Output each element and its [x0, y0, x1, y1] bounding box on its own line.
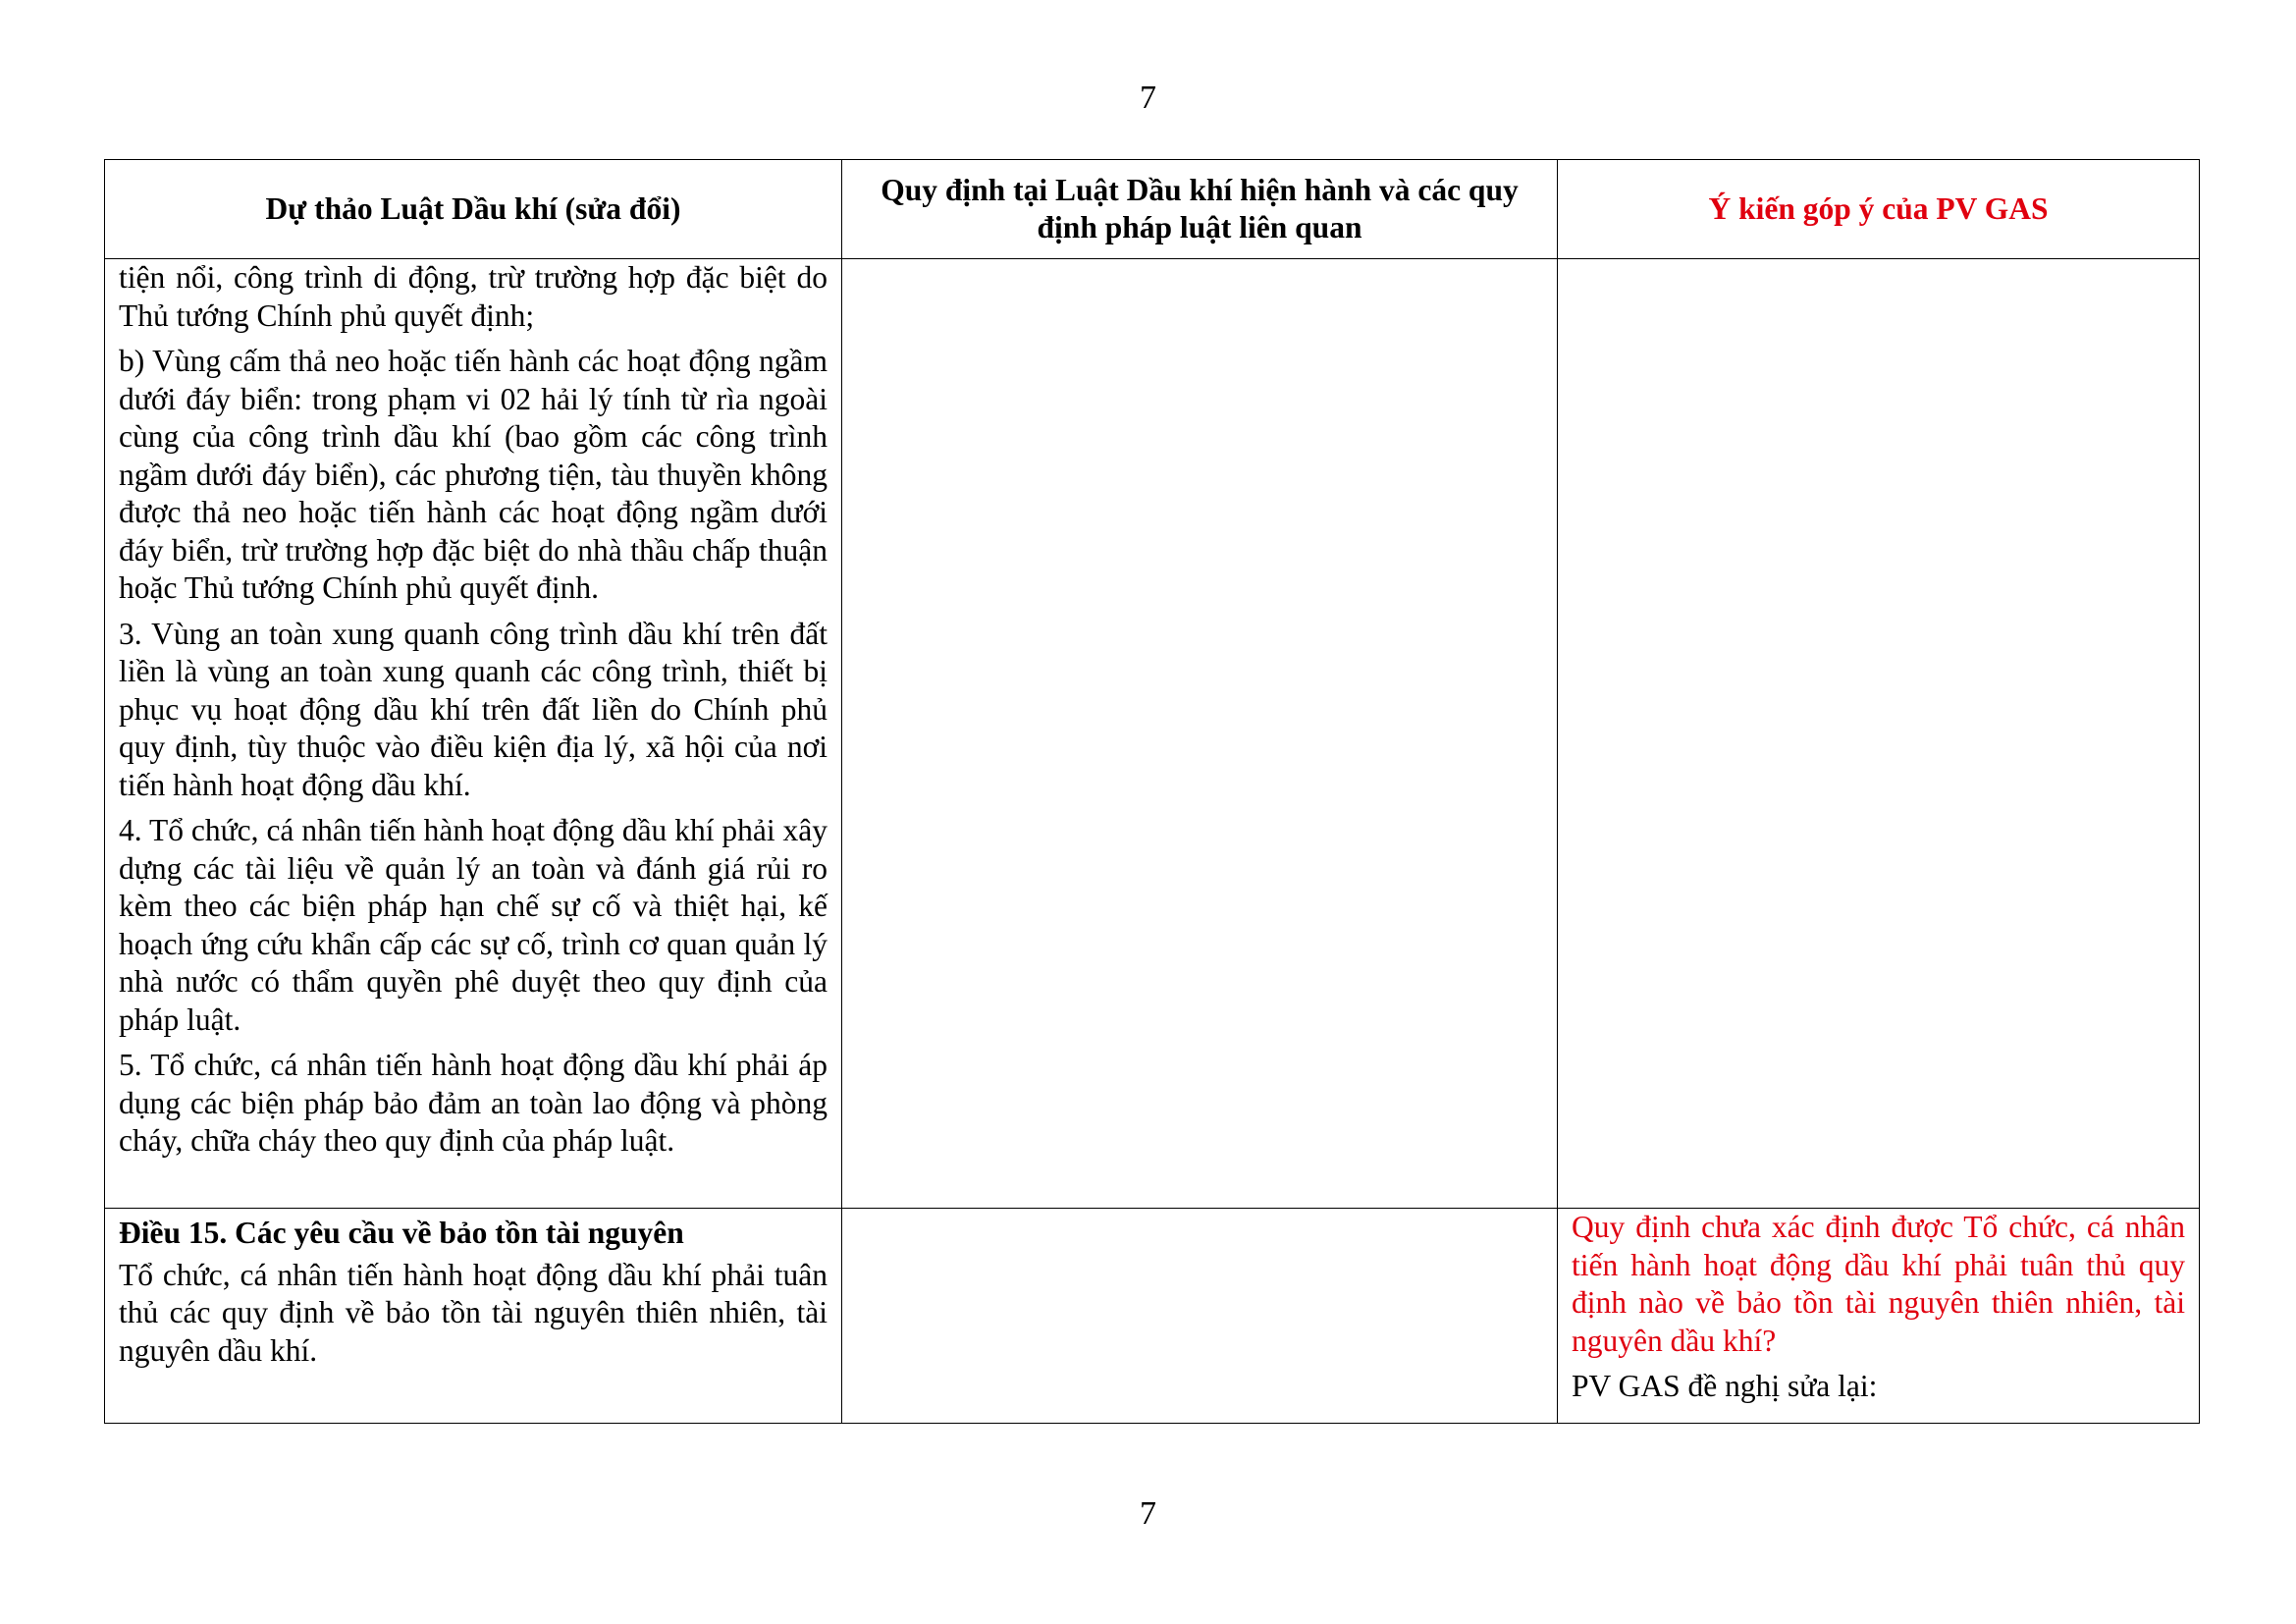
row2-current-cell [842, 1209, 1558, 1424]
comment-proposal: PV GAS đề nghị sửa lại: [1572, 1369, 1878, 1403]
header-current-law: Quy định tại Luật Dầu khí hiện hành và các quy định pháp luật liên quan [842, 160, 1558, 259]
page-number-bottom: 7 [1140, 1495, 1156, 1532]
row1-current-cell [842, 259, 1558, 1209]
table-row [105, 259, 2200, 1209]
header-draft-law: Dự thảo Luật Dầu khí (sửa đổi) [105, 160, 842, 259]
comment-question: Quy định chưa xác định được Tổ chức, cá nhân tiến hành hoạt động dầu khí phải tuân thủ quy định nào về bảo tồn tài nguyên thiên nhiên, tài nguyên dầu khí? [1572, 1210, 2185, 1358]
article-15-text: Tổ chức, cá nhân tiến hành hoạt động dầu khí phải tuân thủ các quy định về bảo tồn tài nguyên thiên nhiên, tài nguyên dầu khí. [119, 1257, 828, 1368]
draft-paragraph: tiện nổi, công trình di động, trừ trường hợp đặc biệt do Thủ tướng Chính phủ quyết định; [119, 260, 828, 333]
draft-paragraph: b) Vùng cấm thả neo hoặc tiến hành các hoạt động ngầm dưới đáy biển: trong phạm vi 02 hải lý tính từ rìa ngoài cùng của công trình dầu khí (bao gồm các công trình ngầm dưới đáy biển), các phương tiện, tàu thuyền không được thả neo hoặc tiến hành các hoạt động ngầm dưới đáy biển, trừ trường hợp đặc biệt do nhà thầu chấp thuận hoặc Thủ tướng Chính phủ quyết định. [119, 344, 828, 605]
row2-comment-cell [1558, 1209, 2200, 1424]
comparison-table [104, 159, 2200, 1424]
table-header-row [105, 160, 2200, 259]
draft-paragraph: 4. Tổ chức, cá nhân tiến hành hoạt động dầu khí phải xây dựng các tài liệu về quản lý an toàn và đánh giá rủi ro kèm theo các biện pháp hạn chế sự cố và thiệt hại, kế hoạch ứng cứu khẩn cấp các sự cố, trình cơ quan quản lý nhà nước có thẩm quyền phê duyệt theo quy định của pháp luật. [119, 813, 828, 1037]
row1-draft-cell [105, 259, 842, 1209]
header-pvgas-comment: Ý kiến góp ý của PV GAS [1558, 160, 2200, 259]
row1-comment-cell [1558, 259, 2200, 1209]
article-15-title: Điều 15. Các yêu cầu về bảo tồn tài nguyên [119, 1216, 684, 1250]
page-number-top: 7 [1140, 80, 1156, 116]
draft-paragraph: 5. Tổ chức, cá nhân tiến hành hoạt động dầu khí phải áp dụng các biện pháp bảo đảm an toàn lao động và phòng cháy, chữa cháy theo quy định của pháp luật. [119, 1048, 828, 1158]
draft-paragraph: 3. Vùng an toàn xung quanh công trình dầu khí trên đất liền là vùng an toàn xung quanh các công trình, thiết bị phục vụ hoạt động dầu khí trên đất liền do Chính phủ quy định, tùy thuộc vào điều kiện địa lý, xã hội của nơi tiến hành hoạt động dầu khí. [119, 616, 828, 802]
table-row [105, 1209, 2200, 1424]
row2-draft-cell [105, 1209, 842, 1424]
